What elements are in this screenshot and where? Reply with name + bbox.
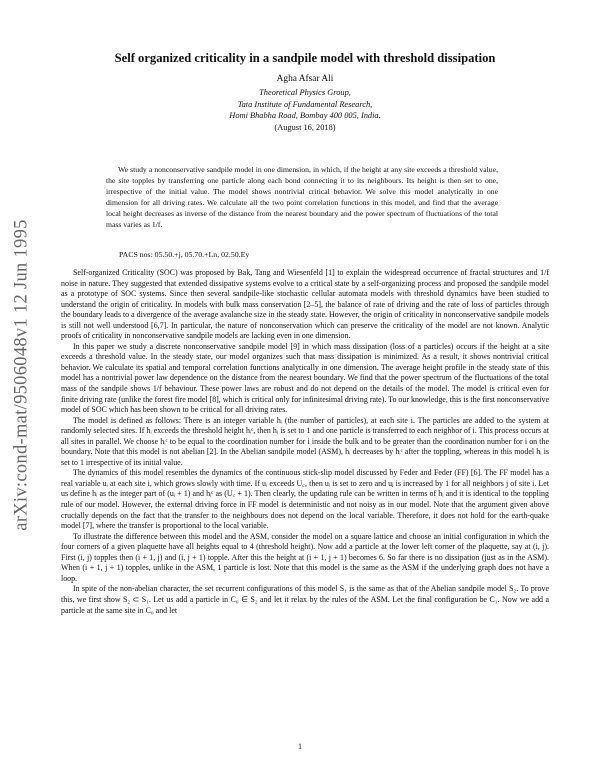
body-paragraph-4: The dynamics of this model resembles the dynamics of the continuous stick-slip model discussed by Feder and Feder (FF) [6]. The FF model has a real variable uᵢ at each site i, which grows slowly with time. If uᵢ exceeds U꜀, then uᵢ is set to zero and uⱼ is increased by 1 for all neighbors j of site i. Let us define hᵢ as the integer part of (uᵢ + 1) and hᵢᶜ as (U꜀ + 1). Then clearly, the updating rule can be written in terms of hᵢ and it is identical to the toppling rule of our model. However, the external driving force in FF model is deterministic and not noisy as in our model. Note that the argument given above crucially depends on the fact that the transfer to the neighbours does not depend on the local variable. Therefore, it does not hold for the earth-quake model [7], where the transfer is proportional to the local variable. bbox=[61, 468, 549, 531]
affiliation-address: Homi Bhabha Road, Bombay 400 005, India. bbox=[229, 111, 381, 121]
pacs-numbers: PACS nos: 05.50.+j, 05.70.+Ln, 02.50.Ey bbox=[119, 250, 250, 259]
body-paragraph-2: In this paper we study a discrete nonconservative sandpile model [9] in which mass dissipation (loss of a particles) occurs if the height at a site exceeds a threshold value. In the steady state, our model organizes such that mass dissipation is minimized. As a result, it shows nontrivial critical behavior. We calculate its spatial and temporal correlation functions analytically in one dimension. The average height profile in the steady state of this model has a nontrivial power law dependence on the distance from the nearest boundary. We find that the power spectrum of the fluctuations of the total mass of the sandpile shows 1/f behaviour. These power laws are robust and do not depend on the details of the model. The model is critical even for finite driving rate (unlike the forest fire model [8], which is critical only for infinitesimal driving rate). To our knowledge, this is the first nonconservative model of SOC which has been shown to be critical for all driving rates. bbox=[61, 341, 549, 415]
abstract: We study a nonconservative sandpile model in one dimension, in which, if the height at any site exceeds a threshold value, the site topples by transferring one particle along each bond connecting it to its neighbours. Its height is then set to one, irrespective of the initial value. The model shows nontrivial critical behavior. We solve this model analytically in one dimension for all driving rates. We calculate all the two point correlation functions in this model, and find that the average local height decreases as inverse of the distance from the nearest boundary and the power spectrum of fluctuations of the total mass varies as 1/f. bbox=[106, 165, 498, 229]
body-paragraph-5: To illustrate the difference between this model and the ASM, consider the model on a square lattice and choose an initial configuration in which the four corners of a given plaquette have all heights equal to 4 (threshold height). Now add a particle at the lower left corner of the plaquette, say at (i, j). First (i, j) topples then (i + 1, j) and (i, j + 1) topple. After this the height at (i + 1, j + 1) becomes 6. So far there is no dissipation (just as in the ASM). When (i + 1, j + 1) topples, unlike in the ASM, 1 particle is lost. Note that this model is the same as the ASM if the underlying graph does not have a loop. bbox=[61, 531, 549, 583]
arxiv-identifier-text: arXiv:cond-mat/9506048v1 12 Jun 1995 bbox=[11, 219, 32, 531]
affiliation-institute: Tata Institute of Fundamental Research, bbox=[237, 99, 373, 109]
author-name: Agha Afsar Ali bbox=[276, 74, 334, 84]
body-paragraph-1: Self-organized Criticality (SOC) was proposed by Bak, Tang and Wiesenfeld [1] to explain the widespread occurrence of fractal structures and 1/f noise in nature. They suggested that extended dissipative systems evolve to a critical state by a self-organizing process and proposed the sandpile model as a prototype of SOC systems. Since then several sandpile-like stochastic cellular automata models with threshold dynamics have been studied to understand the origin of criticality. In models with bulk mass conservation [2–5], the balance of rate of driving and the rate of loss of particles through the boundary leads to a divergence of the average avalanche size in the steady state. However, the origin of criticality in nonconservative sandpile models is still not well understood [6,7]. In particular, the nature of nonconservation which can preserve the criticality of the model are not known. Analytic proofs of criticality in nonconservative sandpile models are lacking even in one dimension. bbox=[61, 268, 549, 341]
page-number: 1 bbox=[298, 742, 302, 751]
paper-date: (August 16, 2018) bbox=[274, 122, 336, 132]
affiliation-block bbox=[60, 87, 550, 133]
main-body-text bbox=[61, 268, 549, 616]
body-paragraph-6: In spite of the non-abelian character, the set recurrent configurations of this model S₁ is the same as that of the Abelian sandpile model S₂. To prove this, we first show S₂ ⊂ S₁. Let us add a particle in C₀ ∈ S₂ and let it relax by the rules of the ASM. Let the final configuration be C₁. Now we add a particle at the same site in C₀ and let bbox=[61, 584, 549, 615]
affiliation-group: Theoretical Physics Group, bbox=[259, 88, 351, 97]
body-paragraph-3: The model is defined as follows: There is an integer variable hᵢ (the number of particles), at each site i. The particles are added to the system at randomly selected sites. If hᵢ exceeds the threshold height hᵢᶜ, then hᵢ is set to 1 and one particle is transferred to each neighbor of i. This process occurs at all sites in parallel. We choose hᵢᶜ to be equal to the coordination number for i inside the bulk and to be greater than the coordination number for i on the boundary. Note that this model is not abelian [2]. In the Abelian sandpile model (ASM), hᵢ decreases by hᵢᶜ after the toppling, whereas in this model hᵢ is set to 1 irrespective of its initial value. bbox=[61, 415, 549, 467]
paper-title: Self organized criticality in a sandpile model with threshold dissipation bbox=[114, 51, 496, 65]
arxiv-identifier-sidebar bbox=[4, 210, 40, 540]
